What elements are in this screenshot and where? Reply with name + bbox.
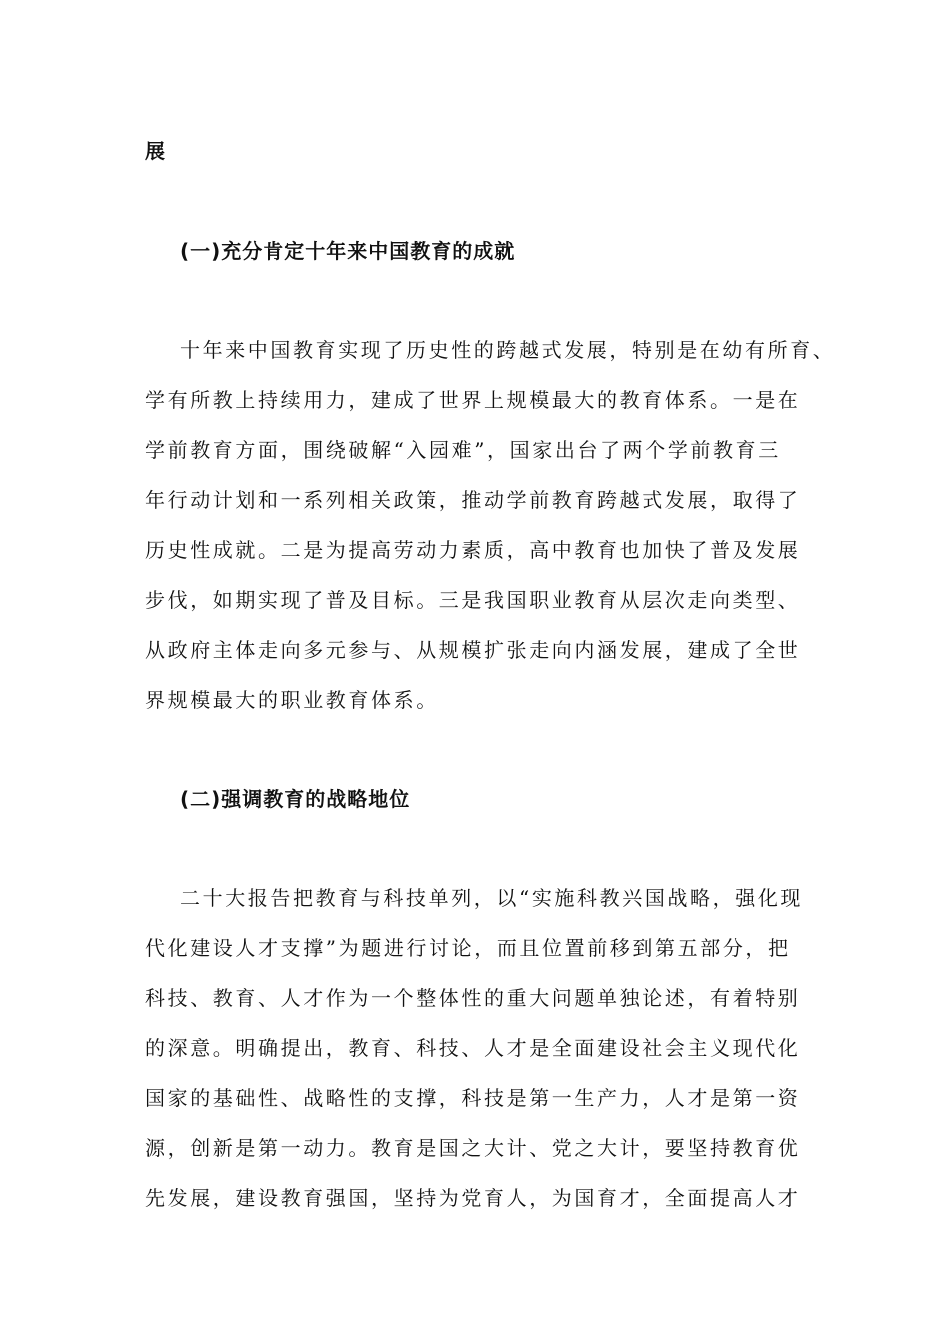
paragraph-line: 先发展，建设教育强国，坚持为党育人，为国育才，全面提高人才 <box>145 1186 801 1210</box>
section-heading-2: (二)强调教育的战略地位 <box>180 787 411 811</box>
paragraph-line: 界规模最大的职业教育体系。 <box>145 688 439 712</box>
paragraph-line: 二十大报告把教育与科技单列，以“实施科教兴国战略，强化现 <box>180 886 804 910</box>
paragraph-line: 代化建设人才支撑”为题进行讨论，而且位置前移到第五部分，把 <box>145 936 791 960</box>
section-heading-1: (一)充分肯定十年来中国教育的成就 <box>180 239 516 263</box>
paragraph-line: 科技、教育、人才作为一个整体性的重大问题单独论述，有着特别 <box>145 986 801 1010</box>
paragraph-line: 十年来中国教育实现了历史性的跨越式发展，特别是在幼有所育、 <box>180 338 836 362</box>
paragraph-line: 的深意。明确提出，教育、科技、人才是全面建设社会主义现代化 <box>145 1036 801 1060</box>
paragraph-line: 源，创新是第一动力。教育是国之大计、党之大计，要坚持教育优 <box>145 1136 801 1160</box>
paragraph-line: 学前教育方面，围绕破解“入园难”，国家出台了两个学前教育三 <box>145 438 781 462</box>
paragraph-line: 历史性成就。二是为提高劳动力素质，高中教育也加快了普及发展 <box>145 538 801 562</box>
paragraph-line: 学有所教上持续用力，建成了世界上规模最大的教育体系。一是在 <box>145 388 801 412</box>
paragraph-line: 国家的基础性、战略性的支撑，科技是第一生产力，人才是第一资 <box>145 1086 801 1110</box>
paragraph-line: 年行动计划和一系列相关政策，推动学前教育跨越式发展，取得了 <box>145 488 801 512</box>
paragraph-line: 从政府主体走向多元参与、从规模扩张走向内涵发展，建成了全世 <box>145 638 801 662</box>
paragraph-line: 步伐，如期实现了普及目标。三是我国职业教育从层次走向类型、 <box>145 588 801 612</box>
continued-heading-fragment: 展 <box>145 139 166 163</box>
